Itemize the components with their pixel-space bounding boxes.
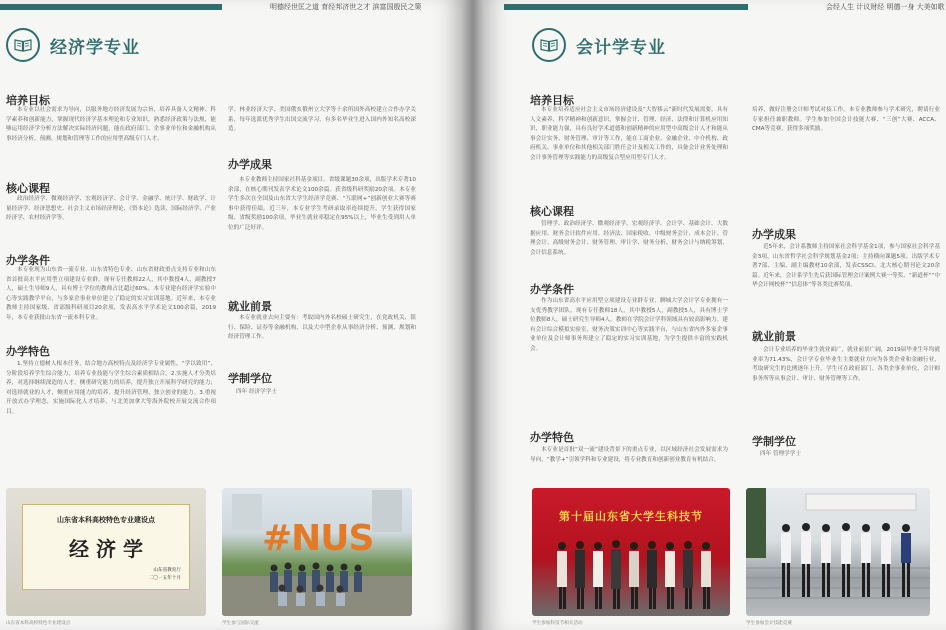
festival-banner: 第十届山东省大学生科技节 <box>559 510 703 523</box>
photo-caption: 学生参加科技节相关活动 <box>532 621 583 626</box>
photo-caption: 学生参加会计技能竞赛 <box>746 621 792 626</box>
right-page <box>484 0 946 630</box>
courses-heading: 核心课程 <box>530 205 574 218</box>
group-photo-nus <box>222 488 412 616</box>
results-text: 近5年来，会计系教师主持国家社会科学基金1项，参与国家社会科学基金3项，山东省哲学社会科学规划基金2项；主持横向课题5项。出版学术专著7部、主编、副主编教材10余部，发表CSSCI、北大核心期刊论文20余篇。近年来，会计系学生先后获国际管理会计案例大赛一等奖、“新道杯”“中华会计网校杯”“信息体”等各类比赛奖项。 <box>752 244 940 289</box>
courses-text: 管理学、政治经济学、微观经济学、宏观经济学、会计学、基础会计、大数据应用、财务会计软件应用、经济法、国家税收、中级财务会计、成本会计、管理会计、高级财务会计、财务管理、审计学、财务分析、财务会计与纳税筹划、会计信息系统。 <box>530 221 728 256</box>
results-heading: 办学成果 <box>228 158 272 171</box>
science-festival-photo <box>532 488 730 616</box>
section-header <box>6 26 140 64</box>
degree-heading: 学制学位 <box>752 435 796 448</box>
page-title: 经济学专业 <box>50 37 140 58</box>
nus-sign: #NUS <box>262 518 374 559</box>
goal-text: 本专业培养适应社会主义市场经济建设及“大智移云”新时代发展需要，具有人文素养、科学精神和创新意识，掌握会计、管理、经济、法律和计算机应用知识，职业能力强，具有良好学术道德和创新精神的应用型中高级会计人才和能从事会计实务、财务管理、审计等工作，能在工商企业、金融企业、中介机构、政府机关、事业单位和其他相关部门胜任会计及相关工作的，具备会计业务处理和会计事务管理等实践能力的高级复合型应用型专门人才。 <box>530 107 728 161</box>
goal-text: 本专业以社会需求为导向，以服务地方经济发展为宗旨，培养具备人文精神、科学素养和创新能力，掌握现代经济学基本理论和专业知识，熟悉经济政策与法规，能够运用经济学分析方法解决实际经济问题，能在政府部门、企事业单位和金融机构从事经济分析、预测、规划和管理等工作的应用型高级专门人才。 <box>6 107 216 142</box>
plaque-issuer: 山东省教育厅 <box>153 568 181 573</box>
employment-heading: 就业前景 <box>752 330 796 343</box>
goal-heading: 培养目标 <box>6 94 50 107</box>
features-text: 1.坚持立德树人根本任务，结合地方高校特点及经济学专业属性，“学以致用”，分阶段培养学生综合能力，培养专业技能与学生综合素质相结合。2.实施人才分类培养，对选择继续深造的人才，侧重研究能力的培养，提升独立开展科学研究的能力；对选择就业的人才，侧重应用能力的培养，提升经济管理、独立创业的能力。3.重视开放式办学理念，实施国际化人才培养，与北美加拿大等海外院校开展交流合作项目。 <box>6 361 216 415</box>
plaque-date: 二〇一五年十月 <box>148 576 181 581</box>
employment-heading: 就业前景 <box>228 300 272 313</box>
page-title: 会计学专业 <box>576 37 666 58</box>
page-slogan: 明德经世匡之道 育经邦济世之才 滨富国殷民之策 <box>270 3 422 11</box>
photo-caption: 山东省本科高校特色专业建设点 <box>6 621 71 626</box>
features-heading: 办学特色 <box>6 345 50 358</box>
results-text: 本专业教师主持国家社科基金项目、省级课题30余项，出版学术专著10余部，在核心期刊发表学术论文100余篇。获省级科研奖励20余项。本专业学生多次在全国及山东省大学生经济学竞赛、“互联网+”创新创业大赛等赛事中获得佳绩。近三年，本专业学生考研录取率连续提升，学生获得国家级、省级奖励100余项，毕业生就业率稳定在95%以上，毕业生受到用人单位的广泛好评。 <box>228 177 416 231</box>
plaque <box>22 504 190 590</box>
results-heading: 办学成果 <box>752 228 796 241</box>
conditions-text: 作为山东省高水平应用型立项建设专业群专业，聊城大学会计学专业拥有一支优秀教学团队，现有专任教师18人，其中教授5人，副教授5人，具有博士学位教师8人，硕士研究生导师4人。教师在学院会计学科领域具有较高影响力。建有会计综合模拟实验室、财务决策实训中心等实践平台，与山东省内外多家企事业单位及会计师事务所建立了稳定的实习实训基地，为学生提供丰富的实践机会。 <box>530 298 728 352</box>
competition-group-photo <box>746 488 930 616</box>
plaque-subtitle: 山东省本科高校特色专业建设点 <box>57 516 155 524</box>
col2-intro-text: 学、林业经济大学、美国俄亥俄州立大学等十余所国外高校建立合作办学关系，每年选派优秀学生出国交流学习，有多名毕业生进入国内外知名高校深造。 <box>228 107 416 133</box>
conditions-heading: 办学条件 <box>530 283 574 296</box>
book-icon <box>6 28 40 62</box>
employment-text: 会计专业培养的毕业生就业面广，就业前景广阔，2019届毕业生年均就业率为71.43%，会计学专业毕业生主要就业方向为各类企业和金融行业，考取研究生的比例逐年上升。学生可在政府部门、各类企事业单位、会计师事务所等从事会计、审计、财务管理等工作。 <box>752 347 940 382</box>
header-bar <box>504 4 748 10</box>
courses-text: 政治经济学、微观经济学、宏观经济学、会计学、金融学、统计学、财政学、计量经济学、经济思想史、社会主义市场经济理论、《资本论》选读、国际经济学、产业经济学、农村经济学等。 <box>6 196 216 222</box>
plaque-main-text: 经 济 学 <box>69 537 143 561</box>
book-gutter <box>462 0 484 630</box>
features-text: 本专业是首批“双一流”建设背景下的重点专业，以区域经济社会发展需求为导向，“教学+”引领学科和专业建设，将专业教育和创新创业教育有机结合。 <box>530 447 728 463</box>
conditions-text: 本专业现为山东省一流专业、山东省特色专业、山东省财政重点支持专业和山东省首批高水平应用型立项建设专业群。现有专任教师22人，其中教授4人，副教授7人，硕士生导师9人，具有博士学位的教师占比超过60%。本专业建有经济学实验中心等实践教学平台，与多家企事业单位建立了稳定的实习实训基地。近年来，本专业教师主持国家级、省部级科研项目20余项，发表高水平学术论文100余篇，2019年，本专业获批山东省一流本科专业。 <box>6 267 216 321</box>
section-header <box>532 26 666 64</box>
employment-text: 本专业就业去向主要有：考取国内外名校硕士研究生，在党政机关、银行、保险、证券等金融机构，以及大中型企业从事经济分析、预测、规划和经济管理工作。 <box>228 315 416 341</box>
header-bar <box>0 4 222 10</box>
photo-caption: 学生参与国际交流 <box>222 621 259 626</box>
plaque-photo <box>6 488 206 616</box>
degree-text: 四年 管理学学士 <box>760 451 801 457</box>
goal-heading: 培养目标 <box>530 94 574 107</box>
courses-heading: 核心课程 <box>6 182 50 195</box>
col2-intro-text: 培养，做好注册会计师考试对接工作。本专业教师参与学术研究，聘请行业专家担任兼职教师。学生参加全国会计技能大赛、“三创”大赛、ACCA、CMA等竞赛，获得多项奖励。 <box>752 107 940 133</box>
degree-text: 四年 经济学学士 <box>236 389 277 395</box>
conditions-heading: 办学条件 <box>6 254 50 267</box>
left-page <box>0 0 462 630</box>
book-icon <box>532 28 566 62</box>
features-heading: 办学特色 <box>530 431 574 444</box>
degree-heading: 学制学位 <box>228 372 272 385</box>
page-slogan: 会经人生 计议财经 明德一身 大美如歌 <box>826 3 945 11</box>
